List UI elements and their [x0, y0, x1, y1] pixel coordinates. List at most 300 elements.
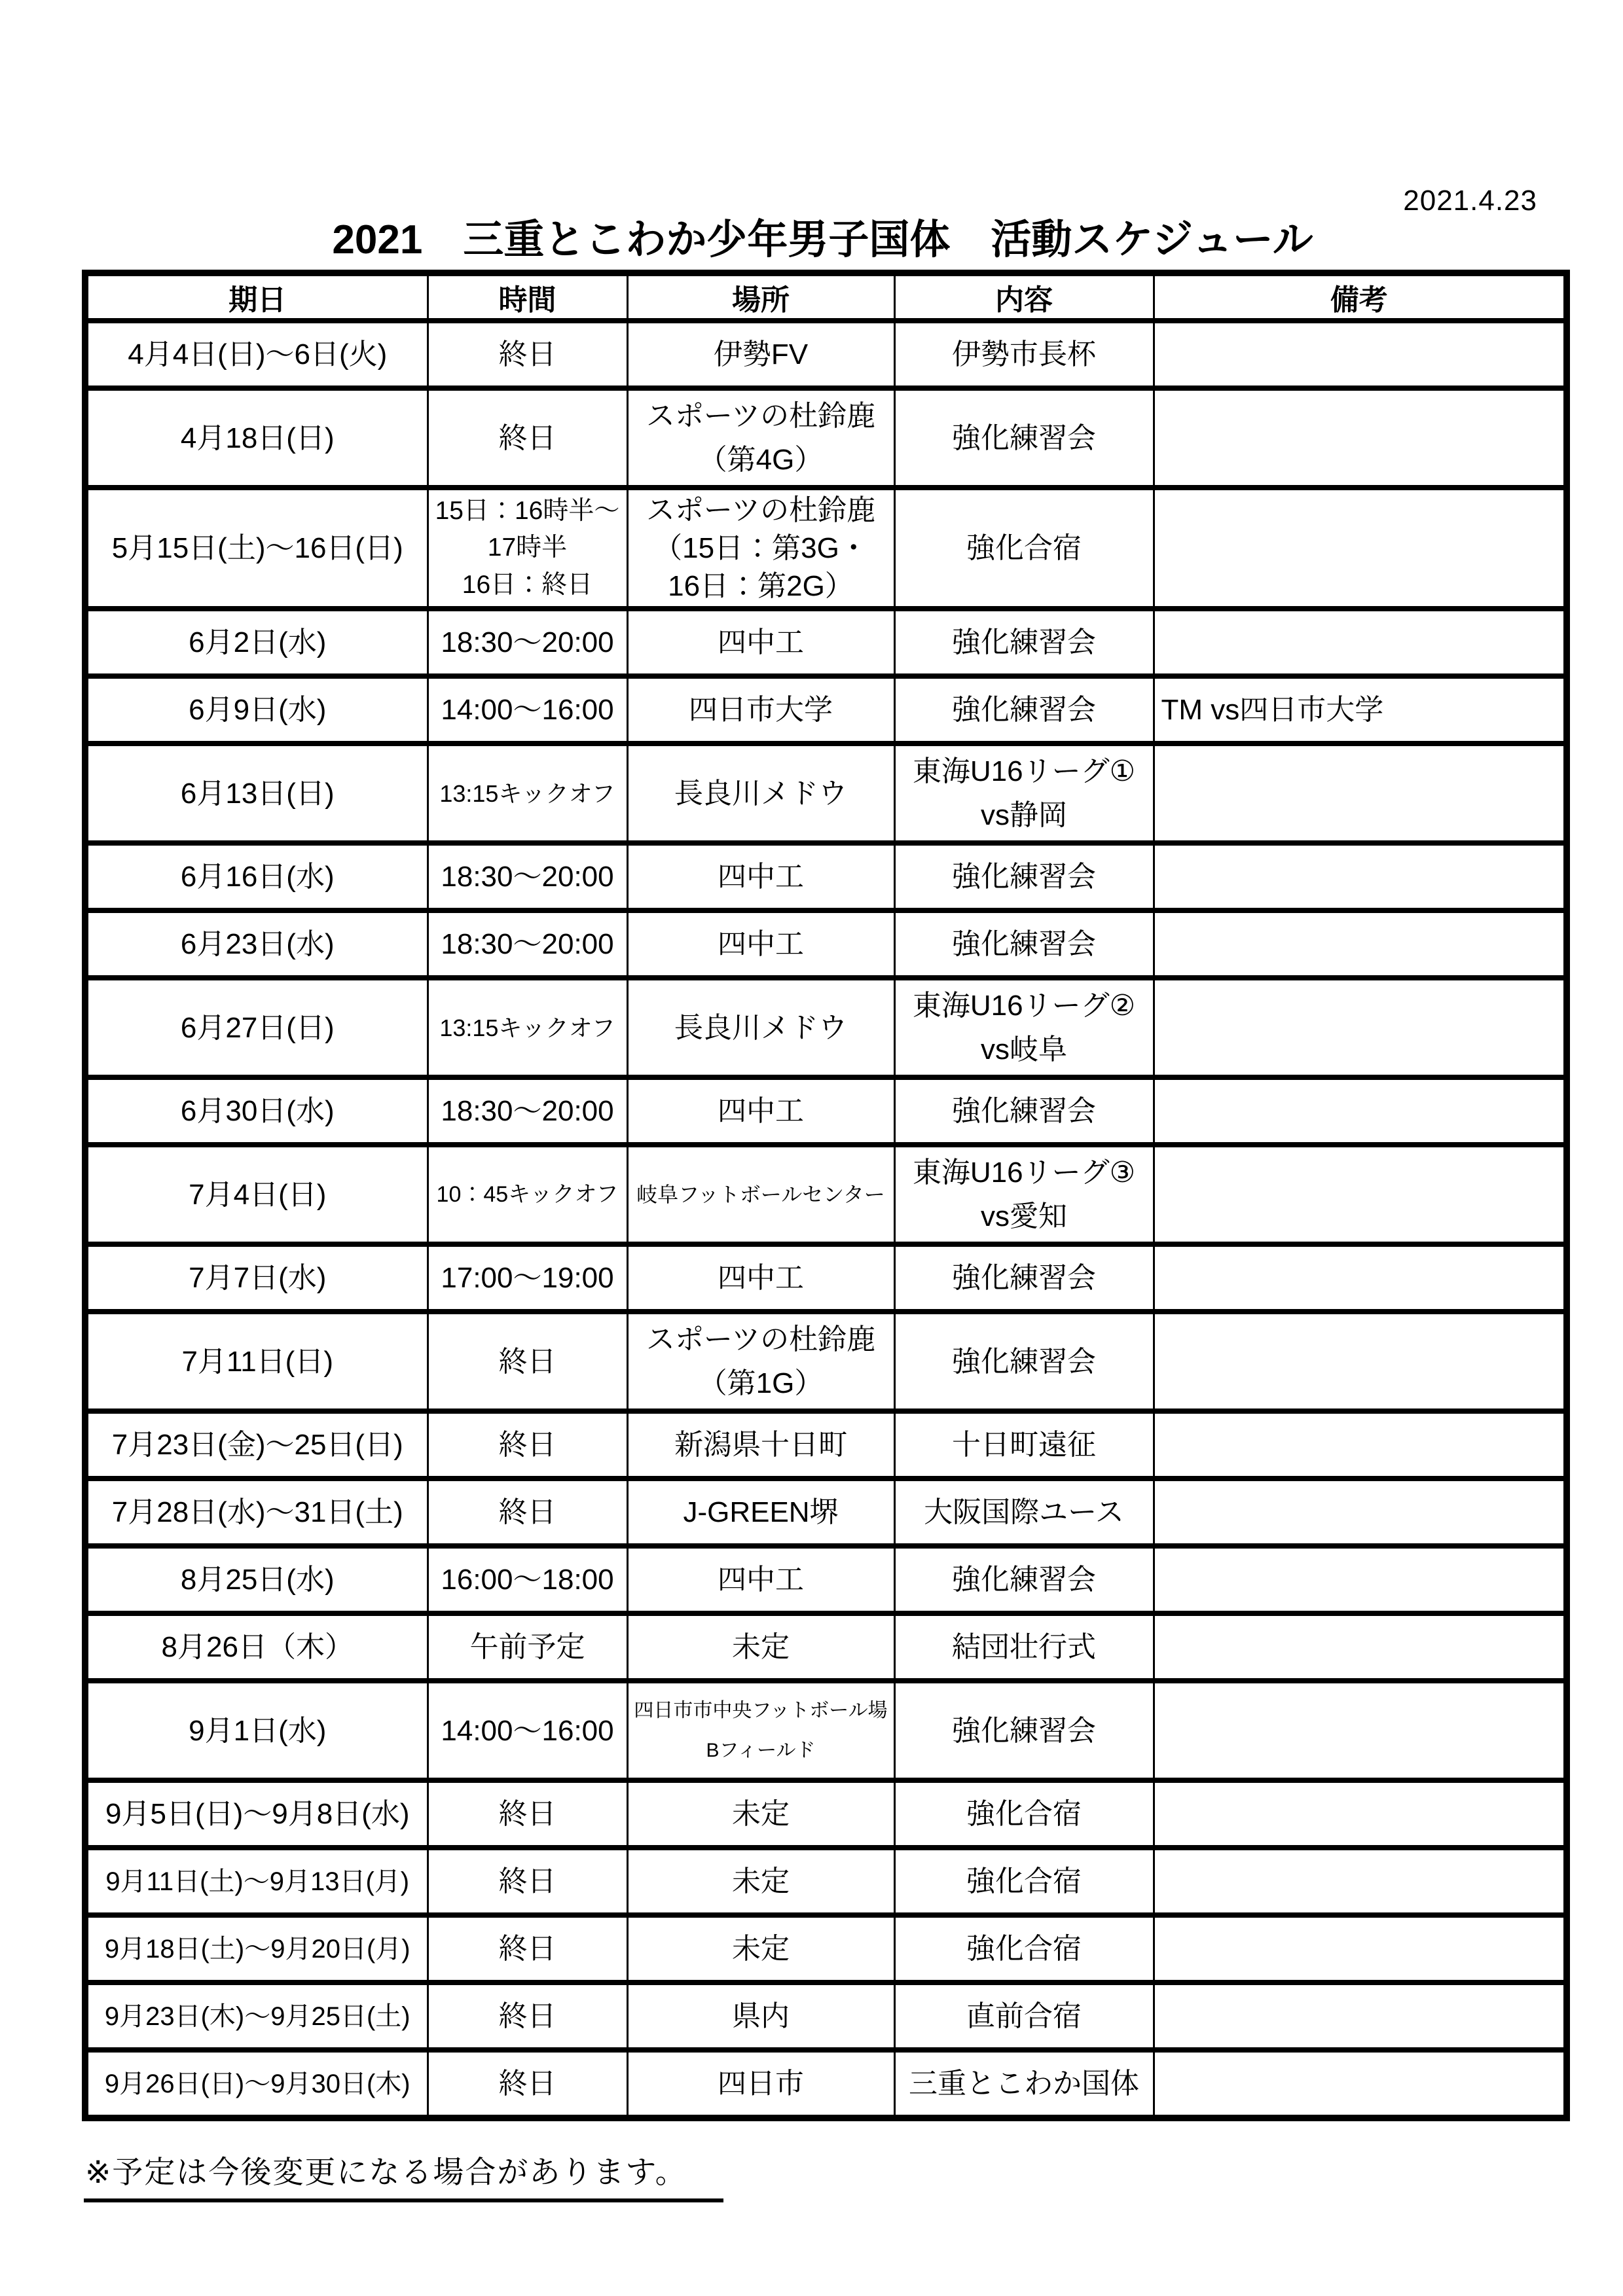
- cell-text: 岐阜フットボールセンター: [636, 1183, 885, 1206]
- cell-content-content: [896, 323, 1153, 386]
- cell-text: 未定: [732, 1631, 790, 1663]
- cell-text: 6月23日(水): [180, 928, 335, 960]
- table-row: [85, 488, 1567, 609]
- cell-date-content: [88, 1147, 427, 1242]
- cell-time: [428, 321, 627, 388]
- cell-note: [1154, 1411, 1567, 1479]
- cell-time: [428, 488, 627, 609]
- cell-text: 四日市大学: [689, 694, 833, 726]
- cell-time-content: [429, 846, 627, 908]
- table-row: [85, 843, 1567, 910]
- cell-date-content: [88, 679, 427, 741]
- cell-text: 9月26日(日)～9月30日(木): [104, 2069, 410, 2098]
- cell-place-content: [629, 1147, 894, 1242]
- table-row: [85, 744, 1567, 843]
- cell-text: 強化練習会: [952, 928, 1096, 960]
- cell-content: [894, 1312, 1154, 1411]
- cell-place: [627, 1681, 894, 1780]
- table-row: [85, 1244, 1567, 1312]
- cell-text: 四中工: [718, 1564, 804, 1596]
- cell-time: [428, 1681, 627, 1780]
- cell-text: 強化練習会: [952, 1714, 1096, 1747]
- cell-text: 18:30～20:00: [441, 928, 614, 960]
- cell-content: [894, 1244, 1154, 1312]
- table-row: [85, 1312, 1567, 1411]
- cell-place-content: [629, 1247, 894, 1309]
- cell-text: 強化練習会: [952, 1345, 1096, 1378]
- cell-text: 新潟県十日町: [674, 1429, 847, 1461]
- footer-note: ※予定は今後変更になる場合があります。: [84, 2155, 723, 2202]
- cell-date: [85, 1145, 428, 1244]
- cell-text: 18:30～20:00: [441, 626, 614, 658]
- cell-place: [627, 488, 894, 609]
- cell-content-content: [896, 746, 1153, 840]
- cell-time: [428, 1546, 627, 1613]
- cell-content-content: [896, 1147, 1153, 1242]
- cell-content: [894, 1613, 1154, 1681]
- cell-time: [428, 1479, 627, 1546]
- cell-text: 17時半: [487, 533, 568, 562]
- col-header-date: 期日: [85, 273, 428, 321]
- cell-note-content: [1155, 323, 1564, 386]
- cell-date: [85, 388, 428, 488]
- cell-time: [428, 843, 627, 910]
- cell-text: 四中工: [718, 626, 804, 658]
- cell-time: [428, 1077, 627, 1145]
- cell-note: [1154, 1613, 1567, 1681]
- cell-text: 四中工: [718, 1095, 804, 1127]
- cell-time-content: [429, 1616, 627, 1678]
- cell-text: 東海U16リーグ①: [912, 755, 1136, 788]
- cell-content: [894, 676, 1154, 744]
- table-row: [85, 1848, 1567, 1915]
- cell-time-content: [429, 1481, 627, 1543]
- cell-date-content: [88, 611, 427, 673]
- cell-note: [1154, 1848, 1567, 1915]
- cell-time: [428, 744, 627, 843]
- cell-text: 県内: [732, 2000, 790, 2032]
- cell-note: [1154, 388, 1567, 488]
- cell-text: 強化合宿: [966, 1933, 1082, 1965]
- cell-content-content: [896, 611, 1153, 673]
- cell-place: [627, 1982, 894, 2050]
- footer: [84, 2148, 723, 2192]
- cell-content-content: [896, 391, 1153, 485]
- cell-content: [894, 1546, 1154, 1613]
- table-row: [85, 1077, 1567, 1145]
- cell-content-content: [896, 846, 1153, 908]
- cell-content: [894, 1848, 1154, 1915]
- cell-text: 四中工: [718, 1262, 804, 1294]
- cell-note-content: [1155, 391, 1564, 485]
- cell-place-content: [629, 1549, 894, 1611]
- cell-text: 9月18日(土)～9月20日(月): [104, 1934, 410, 1964]
- cell-note-content: [1155, 1414, 1564, 1476]
- cell-date: [85, 1848, 428, 1915]
- cell-note: [1154, 1479, 1567, 1546]
- cell-note: [1154, 2050, 1567, 2118]
- cell-content-content: [896, 1080, 1153, 1142]
- document-date: 2021.4.23: [1403, 185, 1537, 217]
- cell-place-content: [629, 846, 894, 908]
- cell-text: 4月4日(日)～6日(火): [128, 338, 388, 370]
- table-row: [85, 1479, 1567, 1546]
- cell-text: 9月5日(日)～9月8日(水): [105, 1798, 410, 1830]
- cell-place-content: [629, 679, 894, 741]
- cell-content-content: [896, 1481, 1153, 1543]
- cell-text: （15日：第3G・: [653, 532, 868, 564]
- cell-note-content: [1155, 846, 1564, 908]
- cell-text: 東海U16リーグ②: [912, 990, 1136, 1022]
- cell-time-content: [429, 490, 627, 606]
- cell-text: 8月26日（木）: [161, 1631, 354, 1663]
- cell-place-content: [629, 323, 894, 386]
- cell-date-content: [88, 1850, 427, 1912]
- cell-content-content: [896, 1683, 1153, 1778]
- cell-content: [894, 978, 1154, 1077]
- cell-text: 三重とこわか国体: [909, 2068, 1139, 2100]
- cell-place: [627, 1145, 894, 1244]
- cell-date-content: [88, 1985, 427, 2047]
- cell-text: 強化練習会: [952, 1564, 1096, 1596]
- cell-date-content: [88, 846, 427, 908]
- cell-time: [428, 1312, 627, 1411]
- cell-content-content: [896, 1549, 1153, 1611]
- cell-text: 終日: [498, 1429, 556, 1461]
- cell-time-content: [429, 611, 627, 673]
- cell-place-content: [629, 1616, 894, 1678]
- cell-date-content: [88, 2053, 427, 2115]
- cell-date-content: [88, 1080, 427, 1142]
- cell-note-content: [1155, 1985, 1564, 2047]
- table-header: [85, 273, 1567, 321]
- cell-time: [428, 1848, 627, 1915]
- cell-content-content: [896, 2053, 1153, 2115]
- cell-place-content: [629, 1414, 894, 1476]
- cell-text: J-GREEN堺: [683, 1496, 839, 1528]
- cell-content: [894, 321, 1154, 388]
- cell-text: 終日: [498, 1865, 556, 1897]
- cell-text: 13:15キックオフ: [439, 780, 615, 807]
- cell-note: [1154, 1077, 1567, 1145]
- cell-content: [894, 1145, 1154, 1244]
- cell-place-content: [629, 1850, 894, 1912]
- cell-note-content: [1155, 1147, 1564, 1242]
- cell-note-content: [1155, 1314, 1564, 1408]
- cell-note: [1154, 1982, 1567, 2050]
- cell-content: [894, 488, 1154, 609]
- cell-time-content: [429, 1314, 627, 1408]
- cell-note-content: [1155, 1683, 1564, 1778]
- cell-date: [85, 1411, 428, 1479]
- cell-text: 強化練習会: [952, 422, 1096, 454]
- table-row: [85, 1915, 1567, 1982]
- cell-note: [1154, 1780, 1567, 1848]
- cell-date-content: [88, 746, 427, 840]
- table-row: [85, 1613, 1567, 1681]
- cell-note-content: [1155, 746, 1564, 840]
- cell-text: 18:30～20:00: [441, 861, 614, 893]
- cell-content-content: [896, 1783, 1153, 1845]
- cell-note-content: [1155, 913, 1564, 975]
- schedule-table: [82, 270, 1570, 2121]
- cell-place-content: [629, 913, 894, 975]
- cell-note: [1154, 1244, 1567, 1312]
- cell-content: [894, 843, 1154, 910]
- cell-text: 7月28日(水)～31日(土): [111, 1496, 403, 1528]
- cell-text: 13:15キックオフ: [439, 1014, 615, 1041]
- cell-date-content: [88, 323, 427, 386]
- cell-place: [627, 676, 894, 744]
- cell-date: [85, 676, 428, 744]
- cell-place-content: [629, 611, 894, 673]
- cell-place: [627, 1411, 894, 1479]
- cell-note: [1154, 676, 1567, 744]
- cell-content: [894, 2050, 1154, 2118]
- cell-note-content: [1155, 980, 1564, 1075]
- cell-content: [894, 910, 1154, 978]
- cell-time-content: [429, 679, 627, 741]
- cell-place-content: [629, 391, 894, 485]
- cell-time: [428, 1780, 627, 1848]
- cell-date: [85, 1312, 428, 1411]
- cell-place-content: [629, 1783, 894, 1845]
- cell-content-content: [896, 679, 1153, 741]
- cell-text: 8月25日(水): [180, 1564, 335, 1596]
- cell-text: 強化合宿: [966, 532, 1082, 564]
- cell-time-content: [429, 1414, 627, 1476]
- table-row: [85, 1982, 1567, 2050]
- cell-text: （第1G）: [698, 1367, 824, 1399]
- cell-place-content: [629, 1481, 894, 1543]
- col-header-note: 備考: [1154, 273, 1567, 321]
- cell-text: vs静岡: [981, 798, 1067, 831]
- cell-date: [85, 1613, 428, 1681]
- cell-time: [428, 1145, 627, 1244]
- table-row: [85, 321, 1567, 388]
- cell-time-content: [429, 2053, 627, 2115]
- cell-text: Bフィールド: [706, 1739, 816, 1761]
- cell-note: [1154, 1145, 1567, 1244]
- cell-place-content: [629, 746, 894, 840]
- cell-text: スポーツの杜鈴鹿: [646, 400, 876, 433]
- cell-date: [85, 488, 428, 609]
- cell-text: 終日: [498, 2000, 556, 2032]
- cell-note: [1154, 744, 1567, 843]
- cell-content-content: [896, 1247, 1153, 1309]
- cell-note: [1154, 843, 1567, 910]
- cell-time-content: [429, 1850, 627, 1912]
- cell-content-content: [896, 1985, 1153, 2047]
- cell-text: 長良川メドウ: [674, 777, 847, 810]
- cell-time-content: [429, 980, 627, 1075]
- cell-date-content: [88, 913, 427, 975]
- table-row: [85, 1411, 1567, 1479]
- cell-time: [428, 609, 627, 676]
- table-row: [85, 1681, 1567, 1780]
- cell-date-content: [88, 1549, 427, 1611]
- cell-text: 9月1日(水): [189, 1714, 327, 1747]
- cell-note-content: [1155, 1080, 1564, 1142]
- cell-place-content: [629, 1314, 894, 1408]
- cell-content-content: [896, 1414, 1153, 1476]
- cell-text: 終日: [498, 1345, 556, 1378]
- cell-place: [627, 1848, 894, 1915]
- cell-time: [428, 1244, 627, 1312]
- cell-date: [85, 744, 428, 843]
- table-row: [85, 1145, 1567, 1244]
- cell-time: [428, 1411, 627, 1479]
- cell-text: 未定: [732, 1865, 790, 1897]
- cell-text: 東海U16リーグ③: [912, 1157, 1136, 1189]
- cell-content: [894, 1681, 1154, 1780]
- cell-note: [1154, 1681, 1567, 1780]
- cell-text: 7月11日(日): [181, 1345, 333, 1378]
- cell-content: [894, 1411, 1154, 1479]
- cell-date: [85, 1915, 428, 1982]
- header-row: [85, 273, 1567, 321]
- cell-place: [627, 1780, 894, 1848]
- cell-date-content: [88, 980, 427, 1075]
- cell-time-content: [429, 913, 627, 975]
- cell-text: 四日市: [718, 2068, 804, 2100]
- cell-text: 伊勢市長杯: [952, 338, 1096, 370]
- cell-note: [1154, 1546, 1567, 1613]
- cell-text: 6月2日(水): [189, 626, 327, 658]
- table-row: [85, 2050, 1567, 2118]
- cell-text: 10：45キックオフ: [436, 1181, 619, 1207]
- cell-place: [627, 321, 894, 388]
- cell-text: 9月23日(木)～9月25日(土): [104, 2001, 410, 2031]
- cell-text: 6月30日(水): [180, 1095, 335, 1127]
- cell-place: [627, 2050, 894, 2118]
- cell-date-content: [88, 1918, 427, 1980]
- cell-place: [627, 1479, 894, 1546]
- cell-text: 大阪国際ユース: [924, 1496, 1124, 1528]
- cell-note: [1154, 1312, 1567, 1411]
- cell-text: 6月16日(水): [180, 861, 335, 893]
- cell-text: スポーツの杜鈴鹿: [646, 1323, 876, 1356]
- cell-date-content: [88, 391, 427, 485]
- cell-note-content: [1155, 1481, 1564, 1543]
- cell-text: 強化練習会: [952, 694, 1096, 726]
- cell-content-content: [896, 980, 1153, 1075]
- cell-content: [894, 609, 1154, 676]
- cell-text: TM vs四日市大学: [1161, 694, 1384, 726]
- cell-content: [894, 1077, 1154, 1145]
- cell-time: [428, 1613, 627, 1681]
- cell-content-content: [896, 913, 1153, 975]
- cell-date-content: [88, 1481, 427, 1543]
- cell-text: 強化練習会: [952, 1095, 1096, 1127]
- cell-place: [627, 978, 894, 1077]
- cell-text: 終日: [498, 338, 556, 370]
- cell-text: 7月7日(水): [189, 1262, 327, 1294]
- cell-note: [1154, 488, 1567, 609]
- cell-time-content: [429, 1918, 627, 1980]
- table-row: [85, 1780, 1567, 1848]
- cell-date: [85, 910, 428, 978]
- cell-date: [85, 1546, 428, 1613]
- cell-time: [428, 1915, 627, 1982]
- cell-date-content: [88, 1616, 427, 1678]
- cell-text: 18:30～20:00: [441, 1095, 614, 1127]
- cell-text: 強化合宿: [966, 1798, 1082, 1830]
- cell-note: [1154, 978, 1567, 1077]
- cell-time-content: [429, 1247, 627, 1309]
- cell-text: 16日：終日: [462, 570, 593, 599]
- cell-text: （第4G）: [698, 443, 824, 476]
- cell-place-content: [629, 1985, 894, 2047]
- cell-date-content: [88, 490, 427, 606]
- cell-content-content: [896, 1850, 1153, 1912]
- cell-place-content: [629, 980, 894, 1075]
- table-row: [85, 910, 1567, 978]
- cell-date: [85, 1681, 428, 1780]
- table-row: [85, 676, 1567, 744]
- cell-text: 未定: [732, 1798, 790, 1830]
- col-header-time: 時間: [428, 273, 627, 321]
- cell-date-content: [88, 1783, 427, 1845]
- cell-text: 強化練習会: [952, 626, 1096, 658]
- cell-text: 6月9日(水): [189, 694, 327, 726]
- cell-date: [85, 1479, 428, 1546]
- cell-text: 16:00～18:00: [441, 1564, 614, 1596]
- cell-place-content: [629, 490, 894, 606]
- cell-text: 伊勢FV: [713, 338, 809, 370]
- cell-text: vs岐阜: [981, 1033, 1067, 1066]
- cell-place: [627, 744, 894, 843]
- cell-note-content: [1155, 2053, 1564, 2115]
- cell-note-content: [1155, 1616, 1564, 1678]
- cell-place: [627, 388, 894, 488]
- cell-text: 7月4日(日): [189, 1178, 327, 1211]
- cell-text: 長良川メドウ: [674, 1011, 847, 1044]
- page-title: 2021 三重とこわか少年男子国体 活動スケジュール: [332, 217, 1313, 262]
- cell-place: [627, 1244, 894, 1312]
- cell-content-content: [896, 490, 1153, 606]
- cell-note-content: [1155, 1247, 1564, 1309]
- cell-time: [428, 388, 627, 488]
- cell-date: [85, 843, 428, 910]
- cell-place: [627, 843, 894, 910]
- cell-time: [428, 676, 627, 744]
- cell-text: スポーツの杜鈴鹿: [646, 494, 876, 526]
- col-header-place: 場所: [627, 273, 894, 321]
- cell-time: [428, 978, 627, 1077]
- cell-text: 5月15日(土)～16日(日): [111, 532, 403, 564]
- cell-text: 9月11日(土)～9月13日(月): [105, 1867, 410, 1896]
- cell-note-content: [1155, 611, 1564, 673]
- cell-text: 終日: [498, 1496, 556, 1528]
- table-row: [85, 1546, 1567, 1613]
- cell-content: [894, 388, 1154, 488]
- cell-place: [627, 1312, 894, 1411]
- cell-text: 四日市市中央フットボール場: [634, 1700, 888, 1721]
- cell-time-content: [429, 1985, 627, 2047]
- cell-note: [1154, 910, 1567, 978]
- cell-content: [894, 1780, 1154, 1848]
- cell-note: [1154, 1915, 1567, 1982]
- cell-date-content: [88, 1247, 427, 1309]
- cell-text: 強化練習会: [952, 861, 1096, 893]
- cell-text: 未定: [732, 1933, 790, 1965]
- cell-time-content: [429, 391, 627, 485]
- cell-place-content: [629, 1918, 894, 1980]
- cell-time: [428, 910, 627, 978]
- cell-place: [627, 1077, 894, 1145]
- cell-text: 結団壮行式: [952, 1631, 1096, 1663]
